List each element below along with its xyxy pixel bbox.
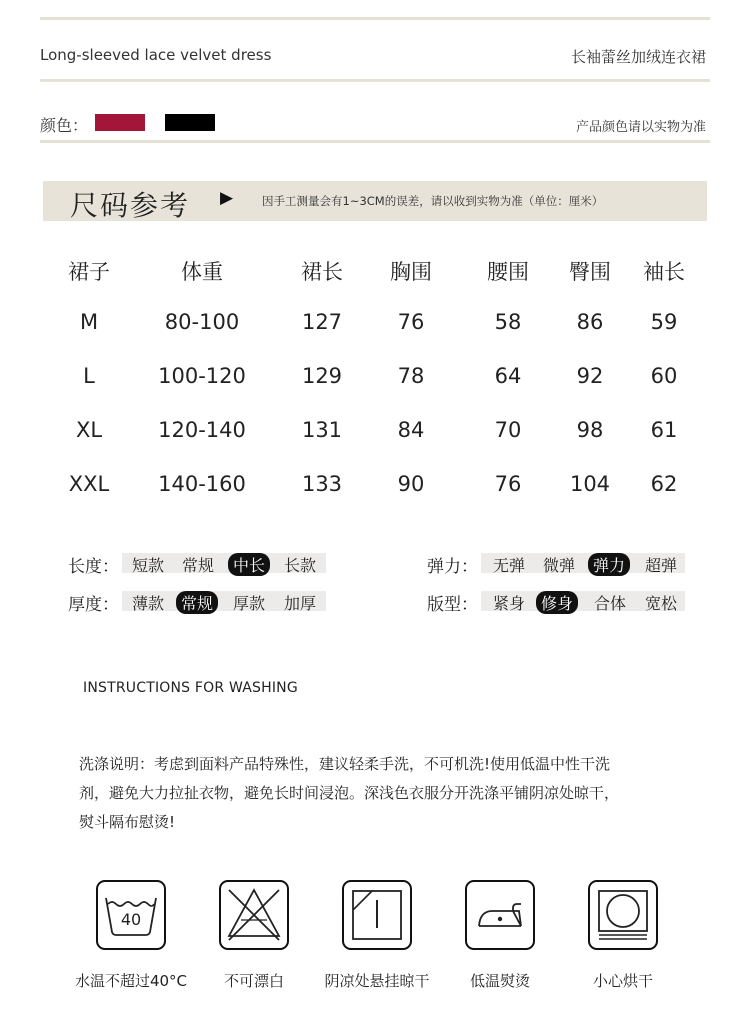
- color-swatch-red[interactable]: [95, 114, 145, 131]
- top-divider: [40, 17, 710, 20]
- table-cell: 58: [494, 310, 522, 334]
- table-cell: 61: [650, 418, 678, 442]
- table-cell: 84: [397, 418, 425, 442]
- washing-title: INSTRUCTIONS FOR WASHING: [83, 680, 298, 696]
- thickness-option[interactable]: 加厚: [284, 594, 317, 613]
- care-label: 阴凉处悬挂晾干: [324, 972, 430, 990]
- size-chart-note: 因手工测量会有1~3CM的误差，请以收到实物为准（单位：厘米）: [262, 194, 604, 208]
- thickness-option[interactable]: 常规: [176, 591, 218, 614]
- no-bleach-icon: [219, 880, 289, 950]
- low-iron-icon: [465, 880, 535, 950]
- table-cell: 120-140: [158, 418, 246, 442]
- table-cell: 76: [397, 310, 425, 334]
- header-divider: [40, 79, 710, 82]
- table-cell: 59: [650, 310, 678, 334]
- product-title-zh: 长袖蕾丝加绒连衣裙: [570, 48, 706, 66]
- care-label: 不可漂白: [223, 972, 285, 990]
- color-swatch-black[interactable]: [165, 114, 215, 131]
- thickness-option[interactable]: 薄款: [132, 594, 165, 613]
- table-cell: 76: [494, 472, 522, 496]
- thickness-label: 厚度：: [68, 595, 119, 615]
- length-option[interactable]: 常规: [182, 556, 215, 575]
- table-cell: 90: [397, 472, 425, 496]
- table-header: 裙子: [68, 260, 110, 284]
- length-option[interactable]: 中长: [228, 553, 270, 576]
- table-cell: 60: [650, 364, 678, 388]
- product-title-en: Long-sleeved lace velvet dress: [40, 46, 272, 64]
- table-cell: 64: [494, 364, 522, 388]
- table-cell: 100-120: [158, 364, 246, 388]
- table-cell: 92: [576, 364, 604, 388]
- size-chart-title: 尺码参考: [70, 189, 191, 222]
- table-header: 腰围: [487, 260, 529, 284]
- elasticity-option[interactable]: 微弹: [543, 556, 576, 575]
- table-header: 胸围: [390, 260, 432, 284]
- table-cell: 127: [301, 310, 343, 334]
- elasticity-option[interactable]: 无弹: [493, 556, 526, 575]
- elasticity-option[interactable]: 弹力: [588, 553, 630, 576]
- table-cell: 131: [301, 418, 343, 442]
- fit-label: 版型：: [427, 595, 478, 615]
- table-cell: L: [83, 364, 95, 388]
- table-cell: 70: [494, 418, 522, 442]
- table-cell: 98: [576, 418, 604, 442]
- table-cell: 86: [576, 310, 604, 334]
- care-label: 低温熨烫: [469, 972, 531, 990]
- length-label: 长度：: [68, 557, 119, 577]
- care-label: 水温不超过40°C: [74, 972, 188, 990]
- table-cell: 129: [301, 364, 343, 388]
- table-cell: XXL: [68, 472, 110, 496]
- tumble-dry-icon: [588, 880, 658, 950]
- table-header: 体重: [181, 260, 223, 284]
- shade-hang-dry-icon: [342, 880, 412, 950]
- washing-text-line: 熨斗隔布慰烫!: [79, 813, 176, 831]
- table-cell: 140-160: [158, 472, 246, 496]
- table-cell: XL: [75, 418, 103, 442]
- color-note: 产品颜色请以实物为准: [575, 120, 706, 135]
- washing-text-line: 剂，避免大力拉扯衣物，避免长时间浸泡。深浅色衣服分开洗涤平铺阴凉处晾干，: [79, 784, 620, 802]
- table-header: 臀围: [569, 260, 611, 284]
- play-arrow-icon: ▶: [220, 188, 234, 208]
- care-label: 小心烘干: [592, 972, 654, 990]
- elasticity-label: 弹力：: [427, 557, 478, 577]
- table-cell: 104: [569, 472, 611, 496]
- fit-option[interactable]: 紧身: [493, 594, 526, 613]
- color-label: 颜色：: [40, 116, 89, 135]
- table-cell: M: [79, 310, 99, 334]
- elasticity-option[interactable]: 超弹: [645, 556, 678, 575]
- fit-option[interactable]: 合体: [594, 594, 627, 613]
- table-cell: 80-100: [164, 310, 240, 334]
- fit-option[interactable]: 宽松: [645, 594, 678, 613]
- table-cell: 78: [397, 364, 425, 388]
- length-option[interactable]: 短款: [132, 556, 165, 575]
- table-cell: 62: [650, 472, 678, 496]
- wash-temp-text: 40: [120, 910, 142, 929]
- fit-option[interactable]: 修身: [536, 591, 578, 614]
- color-divider: [40, 140, 710, 143]
- table-cell: 133: [301, 472, 343, 496]
- length-option[interactable]: 长款: [284, 556, 317, 575]
- table-header: 袖长: [643, 260, 685, 284]
- washing-text-line: 洗涤说明：考虑到面料产品特殊性，建议轻柔手洗，不可机洗!使用低温中性干洗: [79, 755, 611, 773]
- table-header: 裙长: [301, 260, 343, 284]
- thickness-option[interactable]: 厚款: [233, 594, 266, 613]
- wash-40-icon: [96, 880, 166, 950]
